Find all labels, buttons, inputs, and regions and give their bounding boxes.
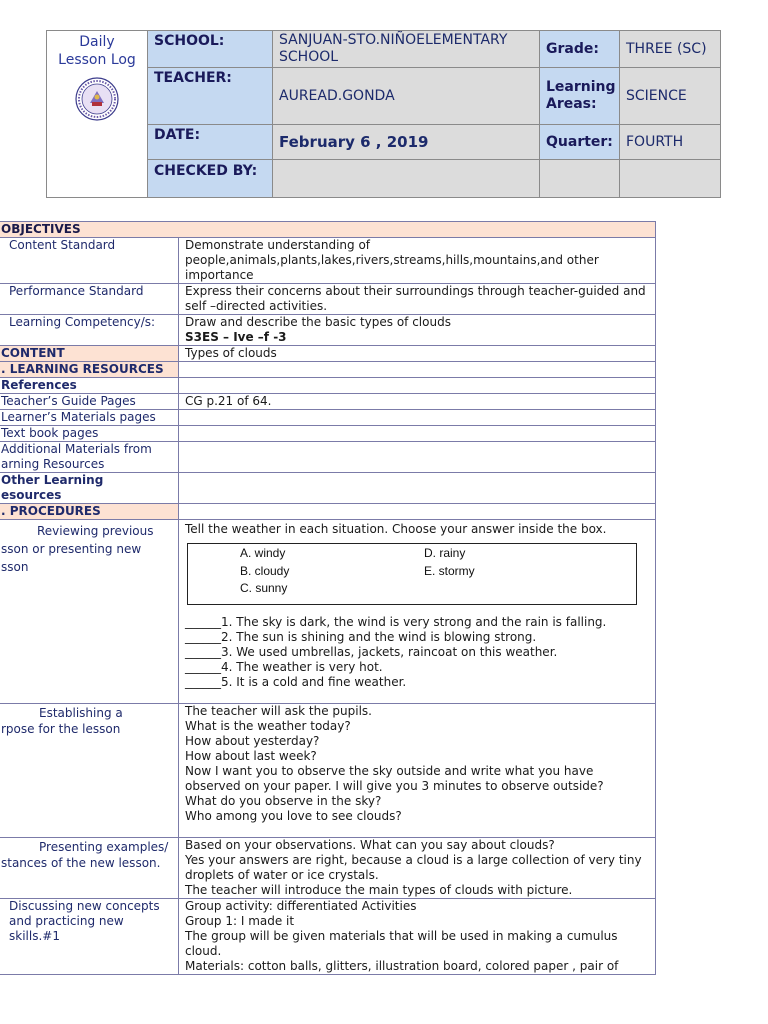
blank-cell <box>620 160 721 198</box>
choice-b: B. cloudy <box>240 564 290 578</box>
references-heading: References <box>0 378 179 394</box>
establishing-line: What do you observe in the sky? <box>185 794 382 808</box>
establishing-line: What is the weather today? <box>185 719 351 733</box>
establishing-line: The teacher will ask the pupils. <box>185 704 372 718</box>
label-line: Establishing a <box>39 706 123 720</box>
blank-cell <box>179 378 656 394</box>
school-label: SCHOOL: <box>148 31 273 68</box>
content-value: Types of clouds <box>179 346 656 362</box>
presenting-line: Based on your observations. What can you say about clouds? <box>185 838 555 852</box>
competency-cell <box>179 315 656 346</box>
teachers-guide-value: CG p.21 of 64. <box>179 394 656 410</box>
date-value: February 6 , 2019 <box>273 125 540 160</box>
question-4: ______4. The weather is very hot. <box>185 660 383 674</box>
lesson-table <box>0 221 656 975</box>
performance-standard-value: Express their concerns about their surroundings through teacher-guided and self –directed activities. <box>179 284 656 315</box>
label-line: sson or presenting new <box>1 542 142 556</box>
label-line: Additional Materials from <box>1 442 152 456</box>
presenting-content <box>179 838 656 899</box>
content-label: CONTENT <box>0 346 179 362</box>
quarter-label: Quarter: <box>540 125 620 160</box>
blank-cell <box>179 426 656 442</box>
discussing-line: Group 1: I made it <box>185 914 295 928</box>
learners-materials-label: Learner’s Materials pages <box>0 410 179 426</box>
additional-materials-label <box>0 442 179 473</box>
reviewing-content <box>179 520 656 704</box>
answer-choices-box <box>187 543 637 605</box>
competency-label: Learning Competency/s: <box>0 315 179 346</box>
discussing-line: Materials: cotton balls, glitters, illustration board, colored paper , pair of <box>185 959 619 973</box>
date-label: DATE: <box>148 125 273 160</box>
establishing-line: How about yesterday? <box>185 734 320 748</box>
discussing-content <box>179 899 656 975</box>
choice-e: E. stormy <box>424 564 475 578</box>
label-line: sson <box>1 560 29 574</box>
teachers-guide-label: Teacher’s Guide Pages <box>0 394 179 410</box>
question-5: ______5. It is a cold and fine weather. <box>185 675 407 689</box>
blank-cell <box>179 473 656 504</box>
label-line: stances of the new lesson. <box>1 856 161 870</box>
label-line: Presenting examples/ <box>39 840 169 854</box>
objectives-heading: OBJECTIVES <box>0 222 656 238</box>
establishing-content <box>179 704 656 838</box>
presenting-line: The teacher will introduce the main types of clouds with picture. <box>185 883 573 897</box>
reviewing-intro: Tell the weather in each situation. Choose your answer inside the box. <box>185 522 607 536</box>
presenting-label <box>0 838 179 899</box>
content-standard-label: Content Standard <box>0 238 179 284</box>
question-3: ______3. We used umbrellas, jackets, raincoat on this weather. <box>185 645 558 659</box>
reviewing-label <box>0 520 179 704</box>
competency-code: S3ES – Ive –f -3 <box>185 330 287 344</box>
textbook-label: Text book pages <box>0 426 179 442</box>
document-title: Daily Lesson Log <box>58 34 136 68</box>
header-table <box>46 30 721 198</box>
teacher-label: TEACHER: <box>148 68 273 125</box>
learning-resources-heading: . LEARNING RESOURCES <box>0 362 179 378</box>
establishing-line: Who among you love to see clouds? <box>185 809 402 823</box>
checked-by-label: CHECKED BY: <box>148 160 273 198</box>
discussing-label: Discussing new concepts and practicing new skills.#1 <box>0 899 179 975</box>
grade-label: Grade: <box>540 31 620 68</box>
choice-a: A. windy <box>240 546 286 560</box>
presenting-line: Yes your answers are right, because a cloud is a large collection of very tiny droplets of water or ice crystals. <box>185 853 642 882</box>
label-line: rpose for the lesson <box>1 722 121 736</box>
discussing-line: The group will be given materials that will be used in making a cumulus cloud. <box>185 929 618 958</box>
label-line: Reviewing previous <box>37 524 154 538</box>
blank-cell <box>179 362 656 378</box>
grade-value: THREE (SC) <box>620 31 721 68</box>
performance-standard-label: Performance Standard <box>0 284 179 315</box>
blank-cell <box>179 410 656 426</box>
competency-value: Draw and describe the basic types of clouds <box>185 315 451 329</box>
checked-by-value <box>273 160 540 198</box>
content-standard-value: Demonstrate understanding of people,animals,plants,lakes,rivers,streams,hills,mountains,and other importance <box>179 238 656 284</box>
question-1: ______1. The sky is dark, the wind is very strong and the rain is falling. <box>185 615 607 629</box>
learning-areas-label: Learning Areas: <box>540 68 620 125</box>
question-2: ______2. The sun is shining and the wind is blowing strong. <box>185 630 537 644</box>
label-line: arning Resources <box>1 457 105 471</box>
establishing-label <box>0 704 179 838</box>
quarter-value: FOURTH <box>620 125 721 160</box>
logo-cell <box>47 31 148 198</box>
deped-seal-icon <box>75 77 119 121</box>
label-line: Other Learning <box>1 473 104 487</box>
establishing-line: Now I want you to observe the sky outside and write what you have observed on your paper. I will give you 3 minutes to observe outside? <box>185 764 604 793</box>
establishing-line: How about last week? <box>185 749 317 763</box>
learning-areas-value: SCIENCE <box>620 68 721 125</box>
discussing-line: Group activity: differentiated Activities <box>185 899 417 913</box>
school-value: SANJUAN-STO.NIÑOELEMENTARY SCHOOL <box>273 31 540 68</box>
other-resources-label <box>0 473 179 504</box>
blank-cell <box>179 442 656 473</box>
label-line: esources <box>1 488 62 502</box>
blank-cell <box>179 504 656 520</box>
choice-d: D. rainy <box>424 546 466 560</box>
choice-c: C. sunny <box>240 581 288 595</box>
procedures-heading: . PROCEDURES <box>0 504 179 520</box>
blank-cell <box>540 160 620 198</box>
teacher-value: AUREAD.GONDA <box>273 68 540 125</box>
